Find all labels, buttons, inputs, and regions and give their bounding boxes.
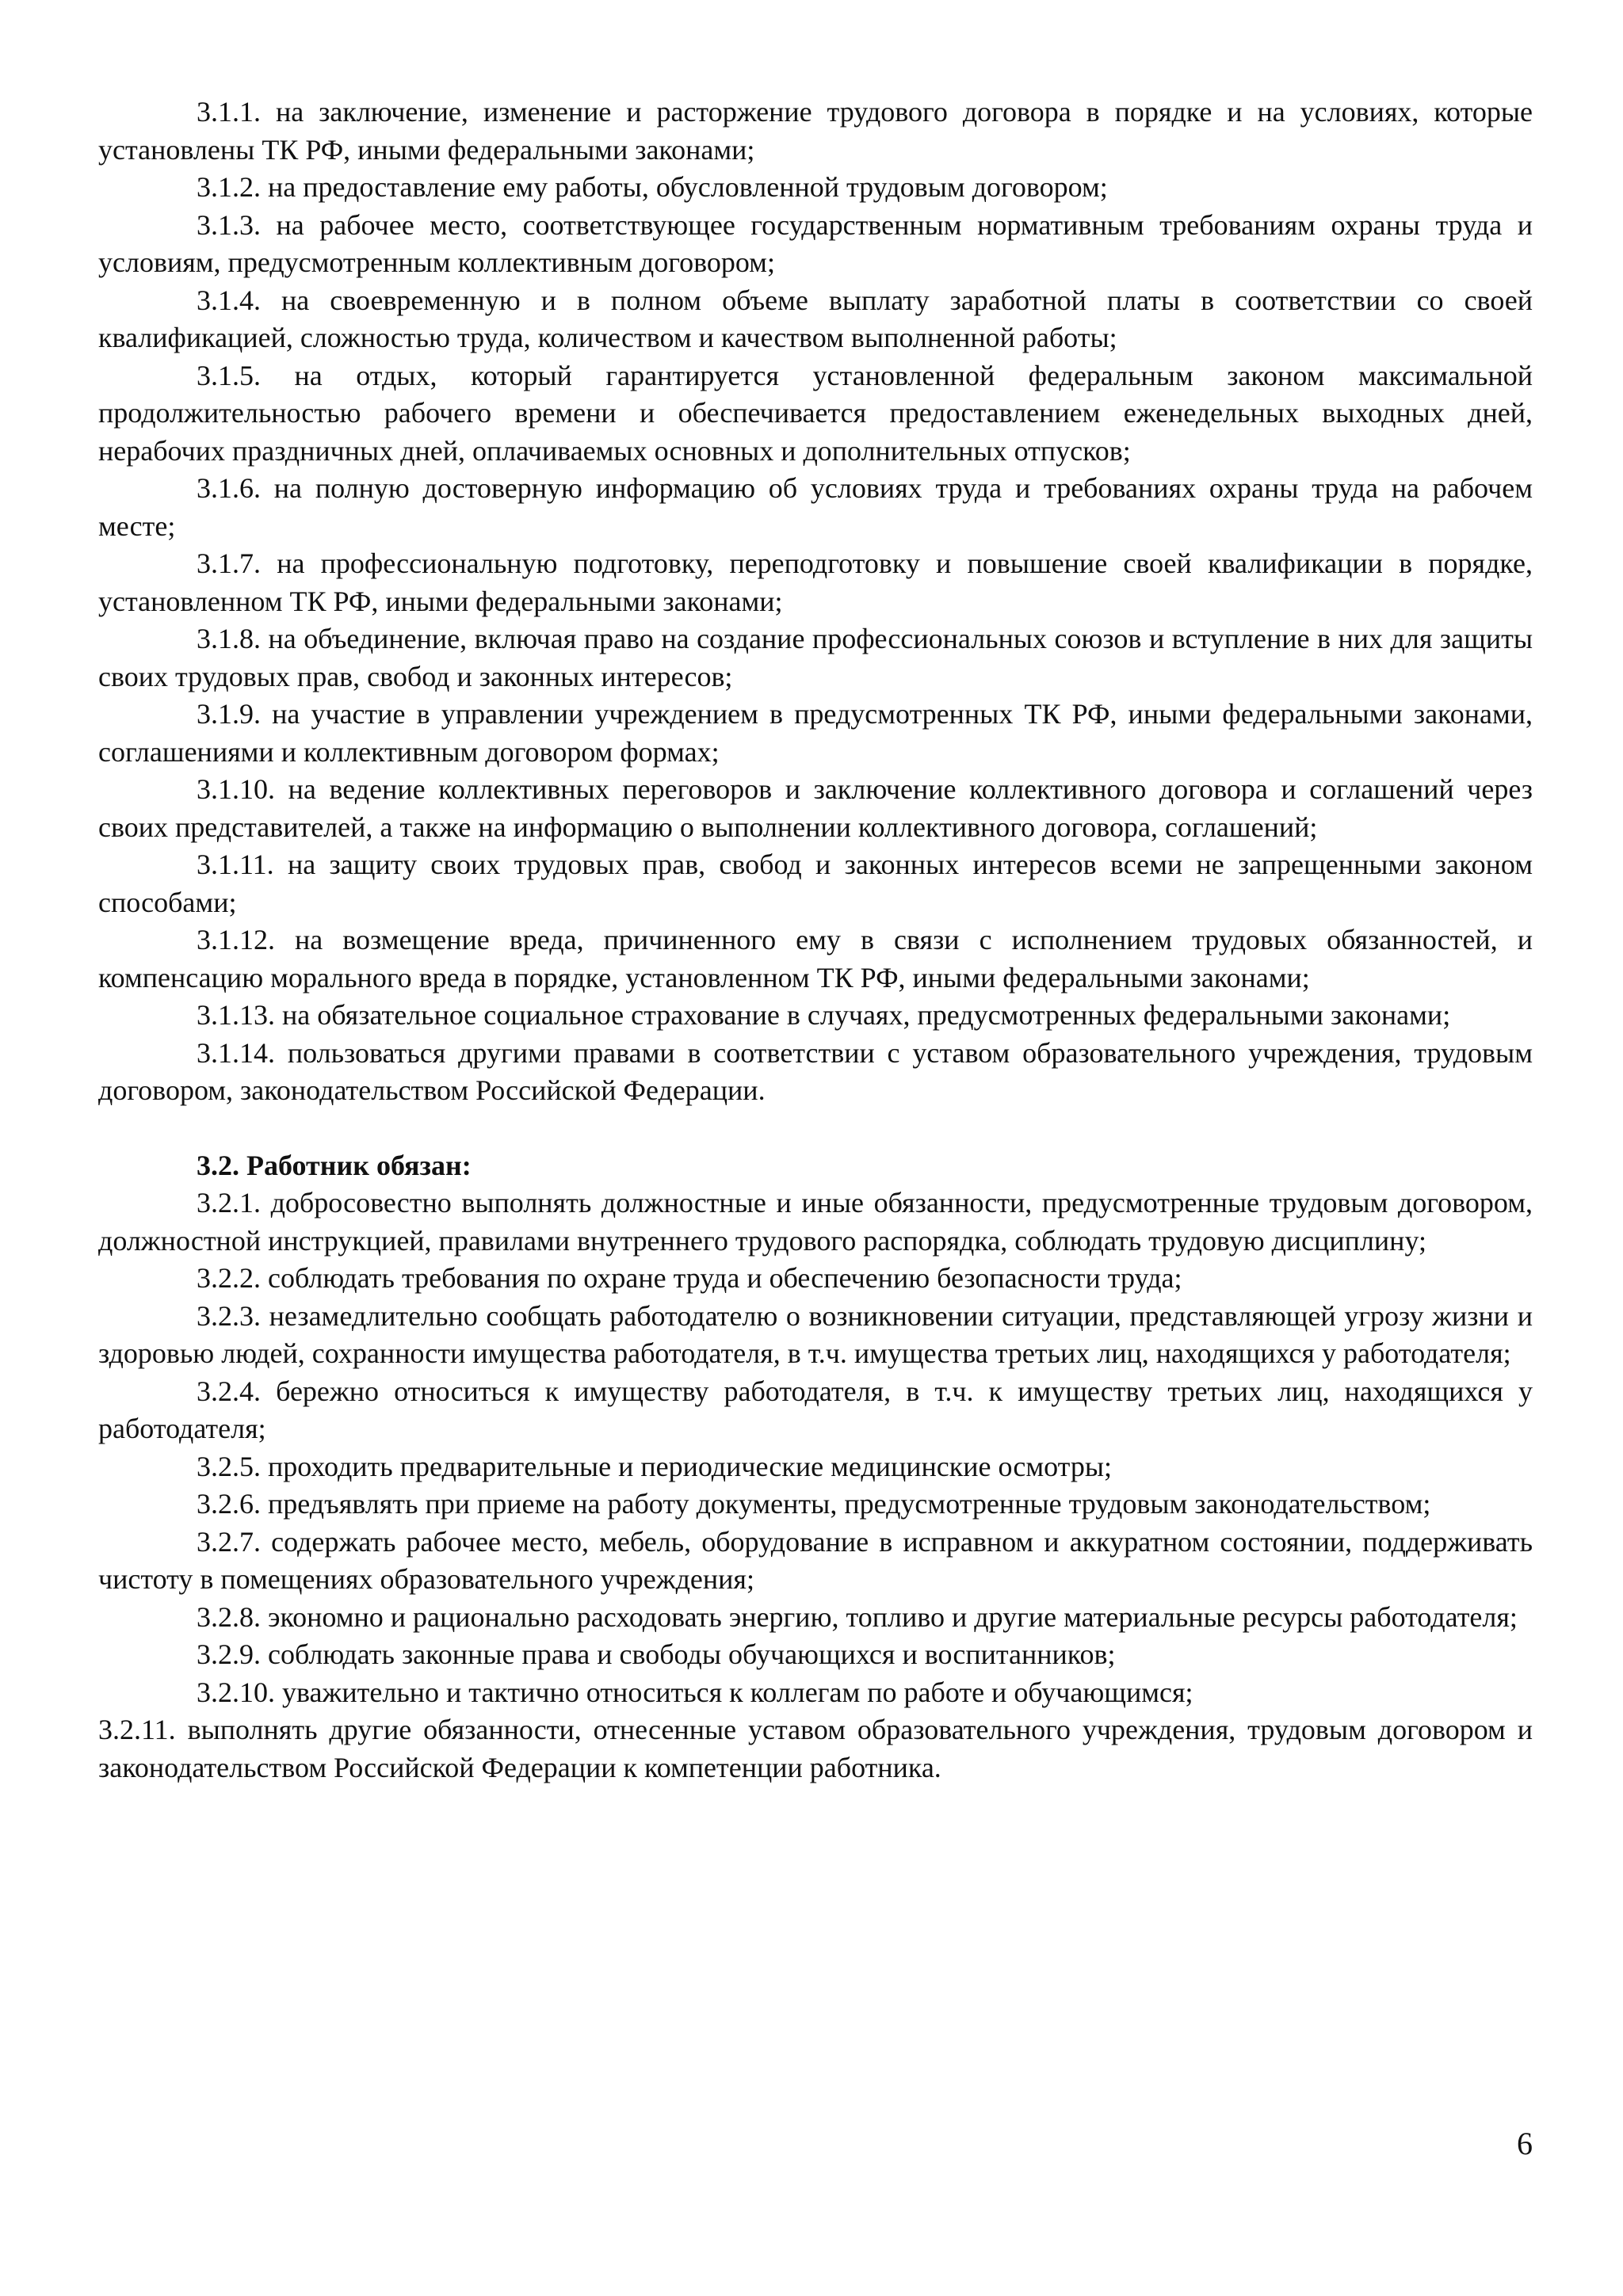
- paragraph-3-1-2: 3.1.2. на предоставление ему работы, обусловленной трудовым договором;: [197, 171, 1108, 203]
- paragraph-3-1-5: 3.1.5. на отдых, который гарантируется установленной федеральным законом максимальной продолжительностью рабочего времени и обеспечивается предоставлением еженедельных выходных дней, нерабочих праздничных дней, оплачиваемых основных и дополнительных отпусков;: [98, 359, 1533, 467]
- paragraph-3-1-10: 3.1.10. на ведение коллективных переговоров и заключение коллективного договора и соглашений через своих представителей, а также на информацию о выполнении коллективного договора, соглашений;: [98, 773, 1533, 843]
- paragraph-3-1-9: 3.1.9. на участие в управлении учреждением в предусмотренных ТК РФ, иными федеральными законами, соглашениями и коллективным договором формах;: [98, 698, 1533, 768]
- paragraph-3-1-6: 3.1.6. на полную достоверную информацию об условиях труда и требованиях охраны труда на рабочем месте;: [98, 472, 1533, 542]
- paragraph-3-1-12: 3.1.12. на возмещение вреда, причиненного ему в связи с исполнением трудовых обязанностей, и компенсацию морального вреда в порядке, установленном ТК РФ, иными федеральными законами;: [98, 924, 1533, 994]
- paragraph-3-2-6: 3.2.6. предъявлять при приеме на работу документы, предусмотренные трудовым законодательством;: [197, 1488, 1431, 1520]
- paragraph-3-2-7: 3.2.7. содержать рабочее место, мебель, оборудование в исправном и аккуратном состоянии, поддерживать чистоту в помещениях образовательного учреждения;: [98, 1525, 1533, 1595]
- page-number: 6: [1517, 2126, 1533, 2161]
- paragraph-3-2-4: 3.2.4. бережно относиться к имуществу работодателя, в т.ч. к имуществу третьих лиц, находящихся у работодателя;: [98, 1375, 1533, 1444]
- paragraph-3-1-3: 3.1.3. на рабочее место, соответствующее государственным нормативным требованиям охраны труда и условиям, предусмотренным коллективным договором;: [98, 208, 1533, 278]
- paragraph-3-1-11: 3.1.11. на защиту своих трудовых прав, свобод и законных интересов всеми не запрещенными законом способами;: [98, 849, 1533, 918]
- paragraph-3-1-7: 3.1.7. на профессиональную подготовку, переподготовку и повышение своей квалификации в порядке, установленном ТК РФ, иными федеральными законами;: [98, 547, 1533, 617]
- paragraph-3-2-3: 3.2.3. незамедлительно сообщать работодателю о возникновении ситуации, представляющей угрозу жизни и здоровью людей, сохранности имущества работодателя, в т.ч. имущества третьих лиц, находящихся у работодателя;: [98, 1299, 1533, 1369]
- paragraph-3-1-8: 3.1.8. на объединение, включая право на создание профессиональных союзов и вступление в них для защиты своих трудовых прав, свобод и законных интересов;: [98, 623, 1533, 692]
- paragraph-3-1-1: 3.1.1. на заключение, изменение и расторжение трудового договора в порядке и на условиях, которые установлены ТК РФ, иными федеральными законами;: [98, 96, 1533, 166]
- duties-list: [98, 1184, 1533, 1787]
- paragraph-3-2-2: 3.2.2. соблюдать требования по охране труда и обеспечению безопасности труда;: [197, 1262, 1182, 1294]
- paragraph-3-2-8: 3.2.8. экономно и рационально расходовать энергию, топливо и другие материальные ресурсы работодателя;: [197, 1600, 1518, 1633]
- paragraph-3-1-13: 3.1.13. на обязательное социальное страхование в случаях, предусмотренных федеральными законами;: [197, 999, 1451, 1031]
- document-page: [98, 93, 1533, 1787]
- rights-list: [98, 93, 1533, 1110]
- paragraph-3-2-1: 3.2.1. добросовестно выполнять должностные и иные обязанности, предусмотренные трудовым договором, должностной инструкцией, правилами внутреннего трудового распорядка, соблюдать трудовую дисциплину;: [98, 1187, 1533, 1257]
- paragraph-3-2-10: 3.2.10. уважительно и тактично относиться к коллегам по работе и обучающимся;: [197, 1676, 1193, 1708]
- section-heading-3-2: 3.2. Работник обязан:: [197, 1149, 472, 1181]
- paragraph-3-1-4: 3.1.4. на своевременную и в полном объеме выплату заработной платы в соответствии со своей квалификацией, сложностью труда, количеством и качеством выполненной работы;: [98, 284, 1533, 353]
- paragraph-3-1-14: 3.1.14. пользоваться другими правами в соответствии с уставом образовательного учреждения, трудовым договором, законодательством Российской Федерации.: [98, 1036, 1533, 1106]
- paragraph-3-2-9: 3.2.9. соблюдать законные права и свободы обучающихся и воспитанников;: [197, 1638, 1116, 1670]
- paragraph-3-2-11: 3.2.11. выполнять другие обязанности, отнесенные уставом образовательного учреждения, трудовым договором и законодательством Российской Федерации к компетенции работника.: [98, 1714, 1533, 1783]
- paragraph-3-2-5: 3.2.5. проходить предварительные и периодические медицинские осмотры;: [197, 1450, 1113, 1482]
